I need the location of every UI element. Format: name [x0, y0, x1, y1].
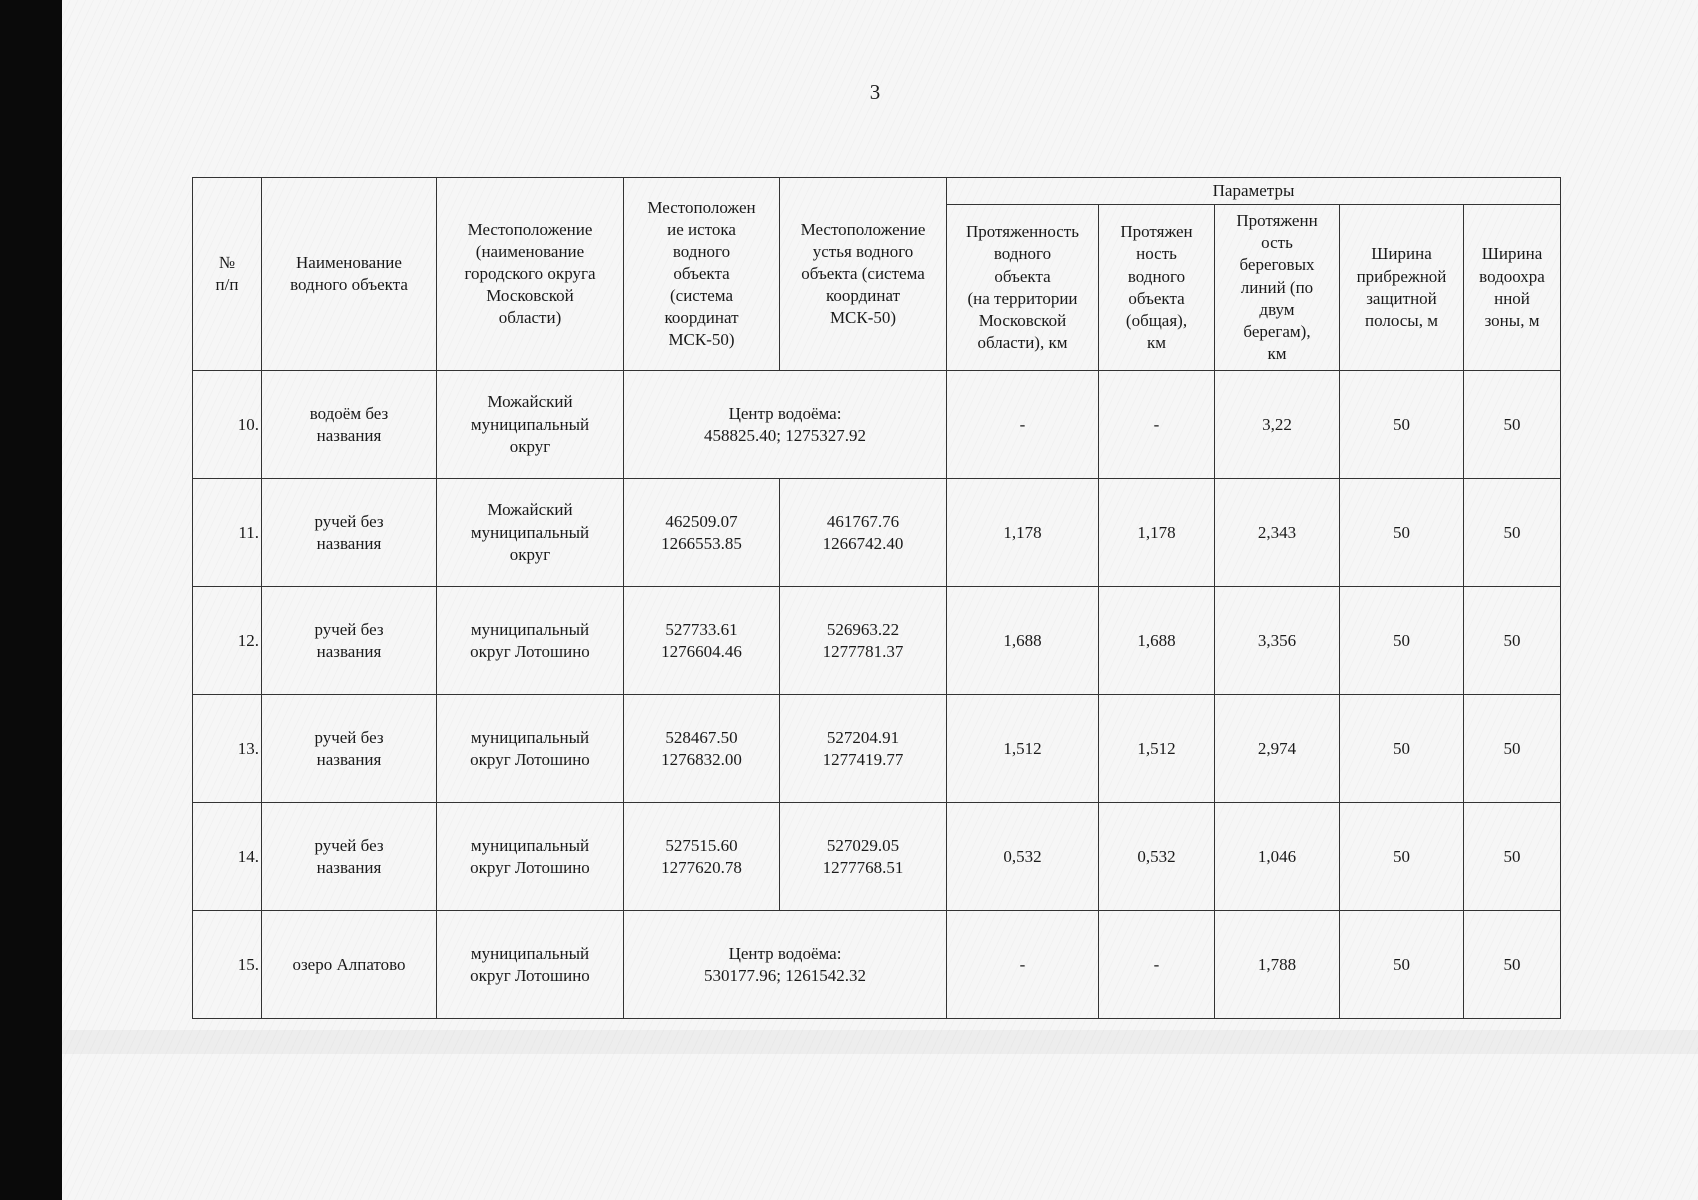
text-line: округ Лотошино: [470, 965, 590, 985]
protection-zone-cell: 50: [1464, 371, 1561, 479]
text-line: озеро Алпатово: [292, 954, 406, 974]
text-line: водного объекта: [290, 275, 408, 295]
water-body-name: [262, 479, 437, 587]
header-mouth: [780, 178, 947, 371]
header-name: [262, 178, 437, 371]
text-line: 1266553.85: [661, 533, 742, 553]
text-line: км: [1146, 332, 1167, 352]
text-line: полосы, м: [1364, 310, 1438, 330]
text-line: муниципальный: [470, 727, 590, 747]
shoreline-cell: 2,343: [1215, 479, 1340, 587]
text-line: водного: [993, 244, 1052, 264]
text-line: округ Лотошино: [470, 641, 590, 661]
location-cell: [437, 371, 624, 479]
reservoir-center-cell: [624, 371, 947, 479]
length-total-cell: 1,512: [1099, 695, 1215, 803]
text-line: двум: [1259, 299, 1295, 319]
length-total-cell: 1,178: [1099, 479, 1215, 587]
text-line: МСК-50): [829, 308, 897, 328]
text-line: объекта: [673, 264, 730, 283]
table-row: [193, 587, 1561, 695]
text-line: Можайский: [487, 500, 573, 520]
text-line: ость: [1261, 233, 1293, 253]
text-line: объекта: [1128, 288, 1185, 308]
shoreline-cell: 3,22: [1215, 371, 1340, 479]
text-line: ность: [1136, 244, 1177, 264]
text-line: Ширина: [1371, 244, 1432, 264]
text-line: берегам),: [1243, 321, 1311, 341]
text-line: Московской: [486, 286, 574, 306]
water-body-name: [262, 695, 437, 803]
table-row: [193, 479, 1561, 587]
length-mo-cell: 0,532: [947, 803, 1099, 911]
text-line: 1277768.51: [822, 857, 904, 877]
length-mo-cell: -: [947, 371, 1099, 479]
text-line: Центр водоёма:: [728, 943, 842, 963]
text-line: устья водного: [812, 241, 914, 261]
coastal-strip-cell: 50: [1340, 911, 1464, 1019]
text-line: области): [498, 308, 562, 328]
text-line: названия: [316, 641, 382, 661]
length-total-cell: 1,688: [1099, 587, 1215, 695]
text-line: муниципальный: [470, 835, 590, 855]
text-line: (наименование: [475, 241, 585, 261]
text-line: координат: [664, 308, 739, 328]
text-line: Местоположен: [647, 197, 756, 217]
length-mo-cell: 1,178: [947, 479, 1099, 587]
text-line: муниципальный: [470, 414, 590, 434]
header-protection-zone: [1464, 205, 1561, 371]
table-row: [193, 911, 1561, 1019]
text-line: Наименование: [296, 252, 402, 272]
text-line: муниципальный: [470, 943, 590, 963]
source-coordinates: [624, 479, 780, 587]
text-line: Можайский: [487, 392, 573, 412]
text-line: водоём без: [309, 403, 389, 423]
text-line: №: [218, 252, 236, 272]
header-length-mo: [947, 205, 1099, 371]
text-line: округ Лотошино: [470, 857, 590, 877]
row-number: 12.: [193, 587, 262, 695]
water-body-name: [262, 371, 437, 479]
text-line: городского округа: [464, 264, 596, 283]
text-line: 1277419.77: [822, 749, 904, 769]
text-line: 526963.22: [826, 619, 900, 639]
text-line: муниципальный: [470, 619, 590, 639]
text-line: названия: [316, 749, 382, 769]
text-line: МСК-50): [668, 330, 735, 350]
row-number: 10.: [193, 371, 262, 479]
text-line: ручей без: [314, 727, 384, 747]
text-line: 530177.96; 1261542.32: [704, 965, 866, 985]
water-body-name: [262, 911, 437, 1019]
mouth-coordinates: [780, 479, 947, 587]
text-line: п/п: [215, 275, 239, 295]
table-row: [193, 371, 1561, 479]
table-row: [193, 695, 1561, 803]
location-cell: [437, 479, 624, 587]
text-line: 527733.61: [665, 619, 738, 639]
table-row: [193, 803, 1561, 911]
header-source: [624, 178, 780, 371]
header-shoreline: [1215, 205, 1340, 371]
mouth-coordinates: [780, 803, 947, 911]
text-line: (общая),: [1125, 310, 1188, 330]
text-line: Протяженность: [966, 222, 1079, 242]
text-line: Протяженн: [1236, 211, 1318, 231]
scan-left-edge: [0, 0, 62, 1200]
source-coordinates: [624, 695, 780, 803]
text-line: объекта: [994, 266, 1051, 286]
text-line: ие истока: [667, 219, 736, 239]
text-line: 527515.60: [665, 835, 738, 855]
protection-zone-cell: 50: [1464, 479, 1561, 587]
text-line: 527204.91: [826, 727, 900, 747]
text-line: названия: [316, 857, 382, 877]
text-line: 1276604.46: [661, 641, 742, 661]
length-mo-cell: 1,688: [947, 587, 1099, 695]
text-line: ручей без: [314, 511, 384, 531]
protection-zone-cell: 50: [1464, 911, 1561, 1019]
coastal-strip-cell: 50: [1340, 695, 1464, 803]
text-line: защитной: [1366, 288, 1437, 308]
text-line: 462509.07: [665, 511, 738, 531]
mouth-coordinates: [780, 587, 947, 695]
text-line: 461767.76: [826, 511, 900, 531]
page-number: 3: [869, 80, 881, 104]
text-line: округ: [509, 544, 551, 564]
text-line: объекта (система: [801, 264, 925, 283]
header-coastal-strip: [1340, 205, 1464, 371]
row-number: 13.: [193, 695, 262, 803]
row-number: 15.: [193, 911, 262, 1019]
header-location: [437, 178, 624, 371]
header-parameters: Параметры: [947, 178, 1561, 205]
shoreline-cell: 1,046: [1215, 803, 1340, 911]
scan-band: [62, 1030, 1698, 1054]
length-total-cell: -: [1099, 911, 1215, 1019]
length-total-cell: -: [1099, 371, 1215, 479]
text-line: названия: [316, 425, 382, 445]
water-body-name: [262, 587, 437, 695]
text-line: Центр водоёма:: [728, 403, 842, 423]
protection-zone-cell: 50: [1464, 695, 1561, 803]
water-bodies-table: [192, 177, 1561, 1019]
text-line: координат: [825, 286, 901, 306]
shoreline-cell: 3,356: [1215, 587, 1340, 695]
text-line: названия: [316, 533, 382, 553]
location-cell: [437, 803, 624, 911]
text-line: ручей без: [314, 619, 384, 639]
text-line: ручей без: [314, 835, 384, 855]
location-cell: [437, 587, 624, 695]
source-coordinates: [624, 587, 780, 695]
text-line: округ Лотошино: [470, 749, 590, 769]
text-line: береговых: [1239, 255, 1315, 275]
coastal-strip-cell: 50: [1340, 803, 1464, 911]
row-number: 11.: [193, 479, 262, 587]
text-line: 527029.05: [826, 835, 900, 855]
text-line: 1277781.37: [822, 641, 904, 661]
text-line: водного: [672, 241, 731, 261]
text-line: водного: [1127, 266, 1186, 286]
header-num: [193, 178, 262, 371]
text-line: 1277620.78: [661, 857, 742, 877]
text-line: Ширина: [1481, 244, 1543, 264]
text-line: 528467.50: [665, 727, 738, 747]
text-line: области), км: [977, 332, 1068, 352]
location-cell: [437, 695, 624, 803]
text-line: зоны, м: [1484, 310, 1540, 330]
length-mo-cell: 1,512: [947, 695, 1099, 803]
text-line: 458825.40; 1275327.92: [704, 425, 866, 445]
text-line: нной: [1494, 288, 1530, 308]
text-line: (на территории: [967, 288, 1078, 308]
table-body: [193, 371, 1561, 1019]
mouth-coordinates: [780, 695, 947, 803]
text-line: прибрежной: [1356, 266, 1447, 286]
text-line: Московской: [978, 310, 1067, 330]
coastal-strip-cell: 50: [1340, 371, 1464, 479]
text-line: Местоположение: [467, 219, 593, 239]
row-number: 14.: [193, 803, 262, 911]
text-line: 1276832.00: [661, 749, 742, 769]
reservoir-center-cell: [624, 911, 947, 1019]
text-line: (система: [669, 286, 733, 306]
length-total-cell: 0,532: [1099, 803, 1215, 911]
location-cell: [437, 911, 624, 1019]
text-line: 1266742.40: [822, 533, 904, 553]
text-line: Местоположение: [800, 219, 926, 239]
text-line: км: [1267, 343, 1287, 363]
coastal-strip-cell: 50: [1340, 479, 1464, 587]
text-line: округ: [509, 436, 551, 456]
water-body-name: [262, 803, 437, 911]
text-line: муниципальный: [470, 522, 590, 542]
length-mo-cell: -: [947, 911, 1099, 1019]
text-line: Протяжен: [1120, 222, 1193, 242]
text-line: водоохра: [1479, 266, 1545, 286]
text-line: линий (по: [1240, 277, 1314, 297]
protection-zone-cell: 50: [1464, 803, 1561, 911]
header-length-total: [1099, 205, 1215, 371]
coastal-strip-cell: 50: [1340, 587, 1464, 695]
protection-zone-cell: 50: [1464, 587, 1561, 695]
source-coordinates: [624, 803, 780, 911]
shoreline-cell: 1,788: [1215, 911, 1340, 1019]
shoreline-cell: 2,974: [1215, 695, 1340, 803]
